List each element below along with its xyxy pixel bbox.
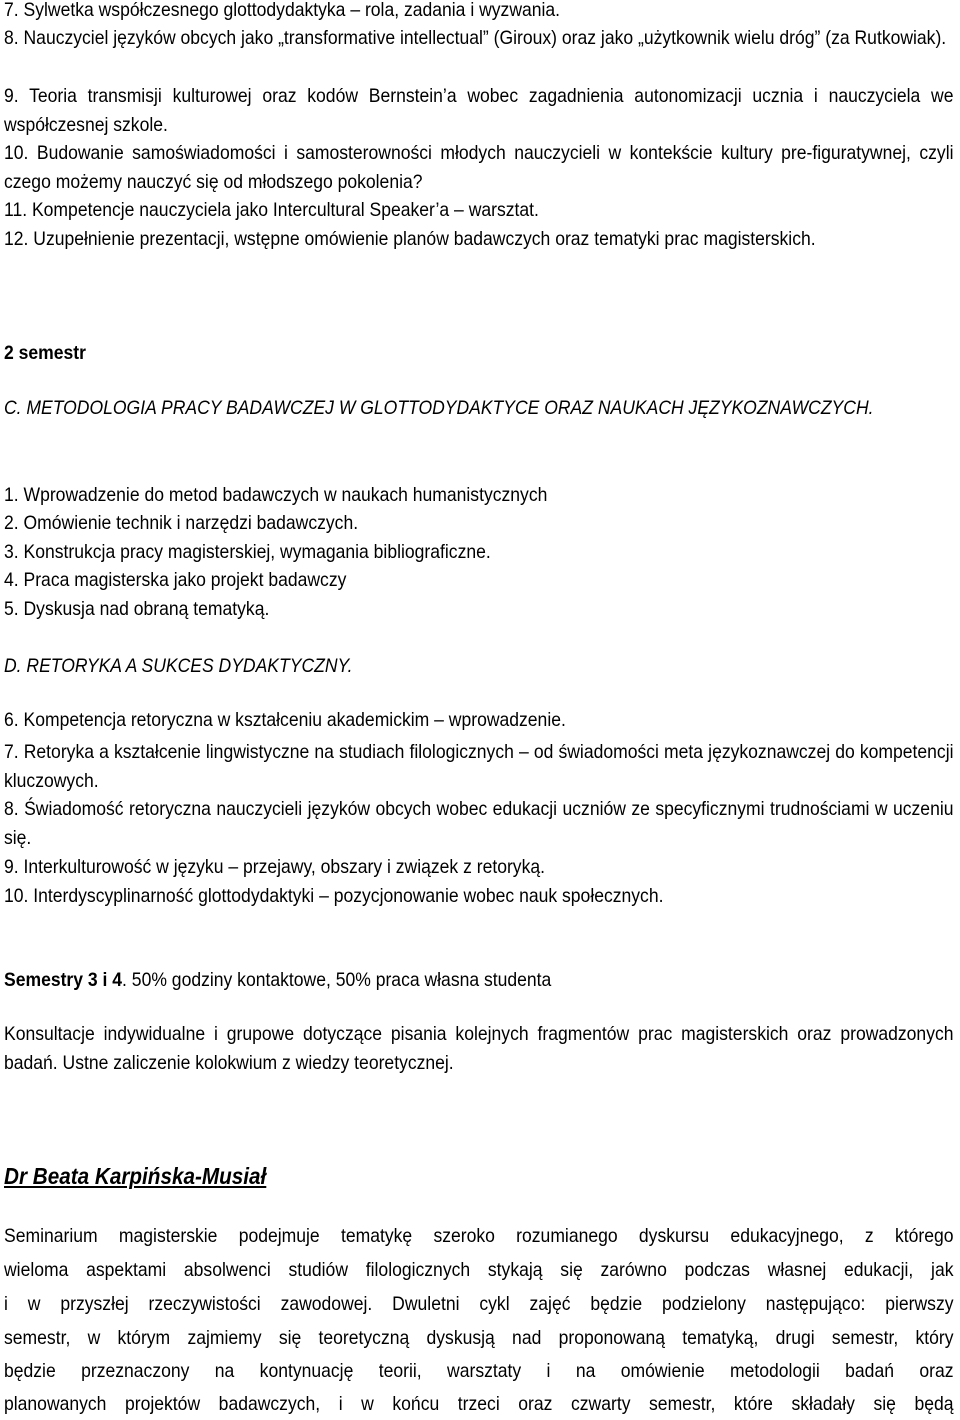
author-paragraph-line: wieloma aspektami absolwenci studiów filologicznych stykają się zarówno podczas własnej edukacji, jak <box>4 1259 954 1281</box>
list-item: 2. Omówienie technik i narzędzi badawczych. <box>4 512 359 534</box>
semesters-3-4-line <box>4 966 954 995</box>
list-item: 12. Uzupełnienie prezentacji, wstępne omówienie planów badawczych oraz tematyki prac magisterskich. <box>4 228 816 250</box>
author-paragraph-line: Seminarium magisterskie podejmuje tematykę szeroko rozumianego dyskursu edukacyjnego, z którego <box>4 1225 954 1247</box>
author-paragraph-line: semestr, w którym zajmiemy się teoretyczną dyskusją nad proponowaną tematyką, drugi semestr, który <box>4 1327 954 1349</box>
list-item: 9. Teoria transmisji kulturowej oraz kodów Bernstein’a wobec zagadnienia autonomizacji ucznia i nauczyciela we współczesnej szkole. <box>4 85 954 136</box>
list-item: 11. Kompetencje nauczyciela jako Intercultural Speaker’a – warsztat. <box>4 199 539 221</box>
list-item: 8. Nauczyciel języków obcych jako „transformative intellectual” (Giroux) oraz jako „użytkownik wielu dróg” (za Rutkowiak). <box>4 27 947 49</box>
section-title-c: C. METODOLOGIA PRACY BADAWCZEJ W GLOTTODYDAKTYCE ORAZ NAUKACH JĘZYKOZNAWCZYCH. <box>4 397 874 419</box>
list-item: 10. Interdyscyplinarność glottodydaktyki – pozycjonowanie wobec nauk społecznych. <box>4 885 664 907</box>
list-item: 7. Retoryka a kształcenie lingwistyczne na studiach filologicznych – od świadomości meta językoznawczej do kompetencji kluczowych. <box>4 741 954 792</box>
list-item: 1. Wprowadzenie do metod badawczych w naukach humanistycznych <box>4 484 548 506</box>
author-heading: Dr Beata Karpińska-Musiał <box>4 1163 267 1189</box>
author-paragraph-line: planowanych projektów badawczych, i w końcu trzeci oraz czwarty semestr, które składały się będą <box>4 1393 954 1415</box>
section-title-d: D. RETORYKA A SUKCES DYDAKTYCZNY. <box>4 655 353 677</box>
list-item: 8. Świadomość retoryczna nauczycieli języków obcych wobec edukacji uczniów ze specyficznymi trudnościami w uczeniu się. <box>4 798 954 849</box>
author-paragraph-line: i w przyszłej rzeczywistości zawodowej. Dwuletni cykl zajęć będzie podzielony następująco: pierwszy <box>4 1293 954 1315</box>
semester-heading: 2 semestr <box>4 342 86 364</box>
list-item: 6. Kompetencja retoryczna w kształceniu akademickim – wprowadzenie. <box>4 709 566 731</box>
list-item: 9. Interkulturowość w języku – przejawy, obszary i związek z retoryką. <box>4 856 545 878</box>
author-paragraph-line: będzie przeznaczony na kontynuację teorii, warsztaty i na omówienie metodologii badań oraz <box>4 1360 954 1382</box>
list-item: 7. Sylwetka współczesnego glottodydaktyka – rola, zadania i wyzwania. <box>4 0 561 21</box>
semesters-3-4-paragraph: Konsultacje indywidualne i grupowe dotyczące pisania kolejnych fragmentów prac magisterskich oraz prowadzonych badań. Ustne zaliczenie kolokwium z wiedzy teoretycznej. <box>4 1023 954 1074</box>
list-item: 4. Praca magisterska jako projekt badawczy <box>4 569 347 591</box>
semesters-3-4-label: Semestry 3 i 4 <box>4 969 123 991</box>
list-item: 5. Dyskusja nad obraną tematyką. <box>4 598 270 620</box>
list-item: 3. Konstrukcja pracy magisterskiej, wymagania bibliograficzne. <box>4 541 491 563</box>
list-item: 10. Budowanie samoświadomości i samosterowności młodych nauczycieli w kontekście kultury pre-figuratywnej, czyli czego możemy nauczyć się od młodszego pokolenia? <box>4 142 954 193</box>
semesters-3-4-text: . 50% godziny kontaktowe, 50% praca własna studenta <box>122 969 552 991</box>
